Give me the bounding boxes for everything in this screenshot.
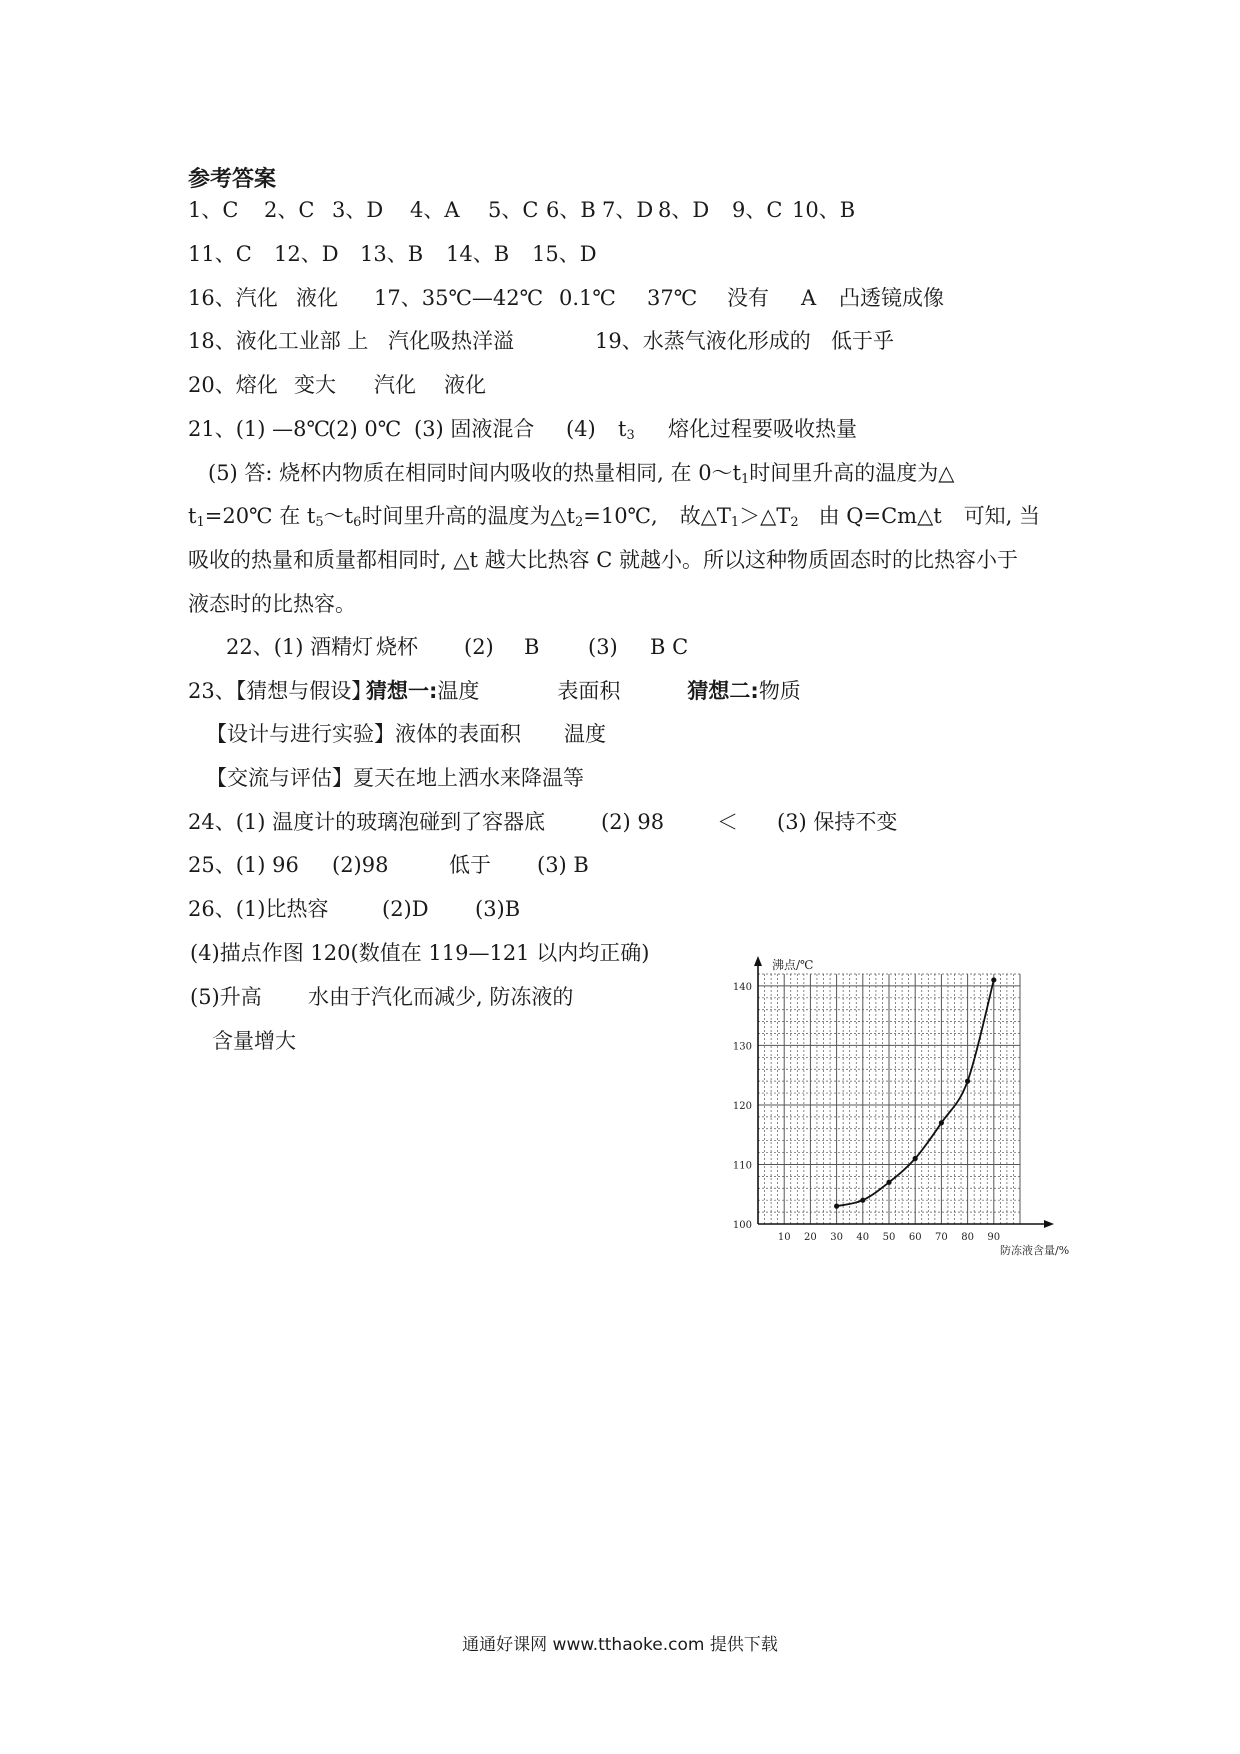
y-tick-label: 110 [732, 1160, 752, 1172]
data-point [913, 1156, 918, 1161]
answer-22-3-value: B C [650, 635, 689, 659]
answer-row-16 [188, 288, 944, 309]
answer-17-choice: A [801, 286, 817, 310]
x-tick-label: 60 [908, 1232, 922, 1243]
answer-10: 10、B [792, 198, 856, 222]
answer-26-2: (2)D [382, 897, 429, 921]
answer-22-1a: 22、(1) 酒精灯 [226, 635, 374, 659]
answer-23-design-b: 温度 [564, 722, 606, 746]
answer-23-hypothesis-label: 23、【猜想与假设】 [188, 679, 373, 703]
answer-22-2-value: B [524, 635, 540, 659]
answer-22-3-label: (3) [588, 635, 618, 659]
x-tick-label: 80 [961, 1232, 974, 1243]
chart-ticks [733, 982, 1000, 1243]
answer-row-25 [188, 855, 589, 876]
answer-22-1b: 烧杯 [376, 635, 418, 659]
answer-23-guess2-label: 猜想二: [687, 679, 759, 703]
answer-23-guess1-b: 表面积 [557, 679, 621, 703]
answer-11: 11、C [188, 242, 252, 266]
y-axis-arrow [754, 956, 762, 966]
page-footer: 通通好课网 www.tthaoke.com 提供下载 [462, 1635, 778, 1655]
answer-23-design-a: 【设计与进行实验】液体的表面积 [206, 722, 521, 746]
answer-23-guess1-a: 温度 [437, 679, 480, 703]
chart-axes [754, 956, 1054, 1228]
x-axis-arrow [1044, 1220, 1054, 1228]
answer-16-b: 液化 [296, 286, 338, 310]
answer-21-5-line-4: 液态时的比热容。 [188, 592, 356, 616]
data-point [939, 1120, 944, 1125]
answer-21-4-reason: 熔化过程要吸收热量 [668, 417, 857, 441]
answer-5: 5、C [488, 198, 539, 222]
answer-row-20 [188, 375, 486, 396]
y-tick-label: 140 [732, 981, 752, 993]
answer-13: 13、B [360, 242, 424, 266]
answer-26-5-continued: 含量增大 [212, 1029, 296, 1053]
answer-17-range: 17、35℃—42℃ [374, 286, 544, 310]
answer-24-3: (3) 保持不变 [777, 810, 898, 834]
page-title: 参考答案 [188, 167, 277, 192]
answer-26-5b: 水由于汽化而减少, 防冻液的 [308, 985, 574, 1009]
answer-26-5 [190, 987, 573, 1008]
answer-16-a: 16、汽化 [188, 286, 278, 310]
answer-23-guess1-label: 猜想一: [366, 679, 438, 703]
answer-17-lens: 凸透镜成像 [839, 286, 944, 310]
answer-row-23 [188, 681, 801, 702]
data-point [886, 1180, 891, 1185]
answer-12: 12、D [274, 242, 339, 266]
answer-21-4-label: (4) [566, 417, 596, 441]
y-tick-label: 130 [732, 1041, 752, 1053]
answer-21-5-line-1: (5) 答: 烧杯内物质在相同时间内吸收的热量相同, 在 $0\sim t_1$时间里升高的温度为△ [208, 461, 955, 487]
answer-24-compare: ＜ [717, 810, 738, 834]
answer-row-26 [188, 899, 520, 920]
answer-26-5a: (5)升高 [190, 985, 262, 1009]
answer-row-18 [188, 331, 894, 352]
data-point [991, 977, 996, 982]
answer-20-c: 汽化 [374, 373, 416, 397]
answer-4: 4、A [410, 198, 460, 222]
answer-21-5-line-2: $t_1=20℃$ 在 $t_5\sim t_6$时间里升高的温度为$\triangle t_2=10℃$, 故$\triangle T_1>\triangle T_2$ 由 Q=Cm△t 可知, 当 [188, 504, 1041, 530]
x-tick-label: 10 [777, 1232, 791, 1243]
answer-25-2: (2)98 [332, 853, 389, 877]
chart-y-axis-label: 沸点/℃ [772, 958, 814, 972]
answer-18-a: 18、液化工业部 上 [188, 329, 369, 353]
answer-2: 2、C [264, 198, 315, 222]
x-tick-label: 30 [830, 1232, 843, 1243]
data-point [834, 1204, 839, 1209]
chart-grid [758, 974, 1020, 1224]
answer-9: 9、C [732, 198, 783, 222]
answer-21-1: 21、(1) —8℃ [188, 417, 330, 441]
answer-8: 8、D [658, 198, 710, 222]
answer-25-1: 25、(1) 96 [188, 853, 299, 877]
x-tick-label: 40 [856, 1232, 870, 1243]
answer-row-2 [188, 244, 597, 265]
x-tick-label: 70 [935, 1232, 948, 1243]
data-point [965, 1079, 970, 1084]
answer-24-2: (2) 98 [601, 810, 665, 834]
answer-22-2-label: (2) [464, 635, 494, 659]
answer-26-4: (4)描点作图 120(数值在 119—121 以内均正确) [190, 941, 650, 965]
answer-25-2b: 低于 [449, 853, 491, 877]
answer-21-3: (3) 固液混合 [414, 417, 535, 441]
answer-26-3: (3)B [475, 897, 521, 921]
answer-21-5-line-3: 吸收的热量和质量都相同时, △t 越大比热容 C 就越小。所以这种物质固态时的比热容小于 [188, 548, 1019, 572]
answer-14: 14、B [446, 242, 510, 266]
answer-7: 7、D [602, 198, 654, 222]
answer-25-3: (3) B [537, 853, 589, 877]
x-tick-label: 90 [987, 1232, 1001, 1243]
answer-21-2: (2) 0℃ [328, 417, 402, 441]
answer-23-guess2: 物质 [758, 679, 801, 703]
x-tick-label: 50 [882, 1232, 896, 1243]
answer-6: 6、B [546, 198, 596, 222]
answer-row-1 [188, 200, 855, 221]
answer-3: 3、D [332, 198, 384, 222]
y-tick-label: 120 [732, 1100, 752, 1112]
answer-26-1: 26、(1)比热容 [188, 897, 329, 921]
answer-row-24 [188, 812, 897, 833]
answer-24-1: 24、(1) 温度计的玻璃泡碰到了容器底 [188, 810, 546, 834]
answer-20-b: 变大 [294, 373, 336, 397]
y-tick-label: 100 [732, 1220, 752, 1231]
data-point [860, 1198, 865, 1203]
answer-19-b: 低于乎 [831, 329, 894, 353]
answer-19-a: 19、水蒸气液化形成的 [595, 329, 811, 353]
x-tick-label: 20 [804, 1232, 817, 1243]
answer-17-precision: 0.1℃ [559, 286, 616, 310]
chart-x-axis-label: 防冻液含量/% [1000, 1244, 1070, 1257]
answer-17-none: 没有 [727, 286, 769, 310]
answer-20-a: 20、熔化 [188, 373, 278, 397]
answer-row-22 [226, 637, 688, 658]
answer-1: 1、C [188, 198, 239, 222]
boiling-point-chart [730, 952, 1075, 1260]
answer-row-21 [188, 419, 857, 442]
answer-18-b: 汽化吸热洋溢 [388, 329, 514, 353]
answer-23-evaluation: 【交流与评估】夏天在地上洒水来降温等 [206, 766, 584, 790]
answer-23-design [206, 724, 606, 745]
answer-17-normal: 37℃ [647, 286, 698, 310]
answer-21-4-value: $t_3$ [618, 417, 635, 443]
answer-20-d: 液化 [444, 373, 486, 397]
answer-15: 15、D [532, 242, 597, 266]
